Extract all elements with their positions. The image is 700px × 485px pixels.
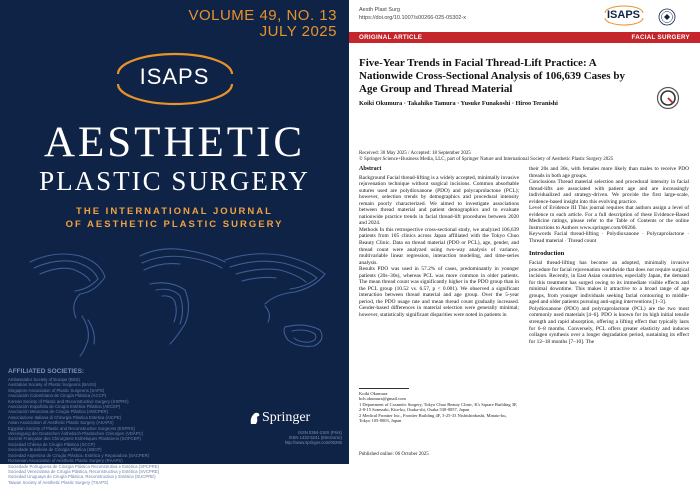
abstract-heading: Abstract [359, 166, 382, 172]
affiliated-item: Sociedade Portuguesa de Cirurgia Plástica Reconstrutiva e Estética (SPCPRE) [8, 463, 160, 469]
issue-info [188, 8, 337, 40]
affiliated-item: Korean Society of Plastic and Reconstructive Surgery (KSPRS) [8, 398, 129, 404]
introduction-paragraph: Polydioxanone (PDO) and polycaprolactone (PCL) are the two most commonly used materials [4–6]. PDO is known for its high initial tensile strength and rapid absorption, offering a lifting effect that typically lasts for 6–8 months. Conversely, PCL offers greater elasticity and induces collagen synthesis over a longer degradation period, sustaining its effect for 12–18 months [7–10]. The [529, 305, 689, 345]
abstract-paragraph: Results PDO was used in 57.2% of cases, predominantly in younger patients (20s–30s), whereas PCL was more common in older patients. The mean thread count was significantly higher in the PDO group than in the PCL group (10.52 vs. 6.57, p < 0.001). We observed a significant interaction between thread material and age group. Over the 5-year period, the PDO usage rate and mean thread count gradually increased. Gender-based differences in material selection were generally minimal; however, statistically significant disparities were noted in patients in [359, 266, 519, 319]
article-page [349, 0, 700, 464]
journal-abbrev: Aesth Plast Surg [359, 7, 400, 13]
affiliated-item: Asociación Mexicana de Cirugía Plástica (AMCPER) [8, 409, 109, 415]
affiliation-note: 1 Department of Cosmetic Surgery, Tokyo Chuo Beauty Clinic, K's Square Building 3F, 2-8-15 Sonezaki, Kita-ku, Osaka-shi, Osaka 530-0057, Japan [359, 401, 518, 413]
cover-subtitle-line2: OF AESTHETIC PLASTIC SURGERY [65, 219, 284, 230]
abstract-paragraph: Background Facial thread-lifting is a widely accepted, minimally invasive rejuvenation technique without surgical incisions. Common absorbable sutures used are polydioxanone (PDO) and polycaprolactone (PCL); however, selection trends by demographics and procedural intensity remain poorly characterized. We aimed to investigate associations between thread material and patient demographics and to evaluate nationwide practice trends in facial thread-lift procedures between 2020 and 2024. [359, 174, 519, 227]
received-accepted: Received: 30 May 2025 / Accepted: 18 September 2025 [359, 151, 471, 156]
world-map-graphic [10, 232, 345, 362]
article-dates [359, 151, 689, 163]
affiliated-item: Asociación Colombiana de Cirugía Plástica (ACCP) [8, 393, 107, 399]
affiliated-item: Sociedad Argentina de Cirugía Plástica, Estética y Reparadora (SACPER) [8, 452, 150, 458]
copyright-line: © Springer Science+Business Media, LLC, part of Springer Nature and International Society of Aesthetic Plastic Surgery 2025 [359, 157, 614, 163]
article-title: Five-Year Trends in Facial Thread-Lift Practice: A Nationwide Cross-Sectional Analysis of 106,639 Cases by Age Group and Thread Material [359, 57, 625, 95]
introduction-heading: Introduction [529, 249, 565, 257]
abstract-column-right [529, 166, 689, 345]
article-section: FACIAL SURGERY [631, 34, 690, 41]
issn-info [262, 430, 342, 446]
issn-line: ISSN 1432-5241 (Electronic) [288, 435, 342, 441]
affiliated-item: Sociedad Chilena de Cirugía Plástica (SCCP) [8, 441, 95, 447]
isaps-small-logo-text: ISAPS [607, 9, 641, 21]
issn-line: http://www.springer.com/00266 [284, 440, 342, 446]
affiliated-item: Ambassador Society of Europe (BSS) [8, 377, 80, 382]
affiliated-item: Société Française des Chirurgiens Esthétiques Plasticiens (SOFCEP) [8, 436, 141, 442]
keywords: Keywords Facial thread-lifting · Polydioxanone · Polycaprolactone · Thread material · Thread count [529, 231, 689, 245]
cover-title-line1: AESTHETIC [43, 119, 306, 166]
abstract-paragraph: Level of Evidence III This journal requires that authors assign a level of evidence to each article. For a full description of these Evidence-Based Medicine ratings, please refer to the Table of Contents or the online Instructions to Authors www.springer.com/00266. [529, 205, 689, 231]
affiliated-item: Romanian Association of Aesthetic Plastic Surgery (RAAPS) [8, 458, 123, 464]
affiliated-item: Sociedad Venezolana de Cirugía Plástica, Reconstructiva y Estética (SVCPRE) [8, 468, 160, 474]
corresponding-author: Koiki Okumura [359, 391, 388, 396]
society-seal-icon [658, 8, 676, 26]
article-authors: Koiki Okumura · Takahiko Tamura · Yusuke Funakoshi · Hiroo Teranishi [359, 100, 558, 107]
check-for-updates-icon[interactable] [656, 86, 680, 110]
affiliated-item: Singapore Association of Plastic Surgeons (SAPS) [8, 387, 105, 393]
affiliated-item: Asociación Española de Cirugía Estética Plástica (AECEP) [8, 404, 121, 410]
article-doi[interactable]: https://doi.org/10.1007/s00266-025-05302-x [359, 15, 467, 21]
cover-subtitle-line1: THE INTERNATIONAL JOURNAL [76, 206, 273, 217]
published-online: Published online: 06 October 2025 [359, 452, 429, 457]
issue-date: JULY 2025 [259, 23, 337, 40]
abstract-paragraph: Conclusions Thread material selection and procedural intensity in facial thread-lifts are associated with patient age and are increasingly individualized and strategy-driven. We provide the first large-scale, evidence-based insight into this evolving practice. [529, 179, 689, 205]
affiliated-societies-list [8, 377, 258, 485]
abstract-column-left [359, 166, 519, 319]
isaps-logo-text: ISAPS [139, 64, 210, 89]
affiliated-item: Taiwan Society of Aesthetic Plastic Surgery (TSAPS) [8, 479, 109, 485]
journal-cover [0, 0, 349, 485]
author-email[interactable]: kch.okumura@gmail.com [359, 396, 406, 402]
affiliation-note: 2 Medical Frontier Inc., Frontier Building 4F, 3-25-33 Nishishinbashi, Minato-ku, Tokyo 105-0003, Japan [359, 412, 507, 424]
article-type: ORIGINAL ARTICLE [359, 34, 423, 41]
affiliated-item: Sociedade Brasileira de Cirurgia Plástica (SBCP) [8, 447, 102, 453]
affiliated-item: Sociedad Uruguaya de Cirugía Plástica, Reconstructiva y Estética (SUCPRE) [8, 474, 156, 480]
affiliated-item: Australian Society of Plastic Surgeons (BASS) [8, 382, 97, 388]
cover-subtitle [20, 205, 329, 231]
springer-horse-icon [248, 410, 262, 426]
volume-number: VOLUME 49, NO. 13 [188, 7, 337, 24]
affiliated-item: Associazione Italiana di Chirurgia Plastica Estetica (AICPE) [8, 414, 122, 420]
affiliated-item: Asian Association of Aesthetic Plastic Surgery (ASAPS) [8, 420, 114, 426]
author-footnotes [359, 391, 519, 423]
introduction-paragraph: Facial thread-lifting has become an adopted, minimally invasive procedure for facial rejuvenation worldwide that does not require surgical incision. Recently, in East Asian countries, especially Japan, the demand for this treatment has surged owing to its immediate visible effects and minimal downtime. This makes it attractive to a broad range of age groups, from younger individuals seeking facial contouring to middle-aged and older patients pursuing anti-aging interventions [1–3]. [529, 260, 689, 306]
abstract-paragraph: Methods In this retrospective cross-sectional study, we analyzed 106,639 patients from 105 clinics across Japan affiliated with the Tokyo Chuo Beauty Clinic. Data on thread material (PDO or PCL), age, gender, and thread count were analyzed using two-way analysis of variance, multivariable linear regression, interaction modeling, and time-series analysis. [359, 226, 519, 266]
footnote-divider [359, 388, 409, 389]
publisher-name: Springer [262, 410, 311, 425]
affiliated-heading: AFFILIATED SOCIETIES: [8, 368, 85, 375]
affiliated-item: Vereinigung der Deutschen Ästhetisch-Plastischen Chirurgen (VDÄPC) [8, 431, 144, 437]
affiliated-item: Egyptian Society of Plastic and Reconstructive Surgeons (ESPRS) [8, 425, 135, 431]
abstract-paragraph: their 20s and 30s, with females more likely than males to receive PDO threads in both age groups. [529, 166, 689, 179]
cover-title-line2: PLASTIC SURGERY [39, 166, 310, 196]
issn-line: ISSN 0364-216X (Print) [298, 430, 342, 435]
